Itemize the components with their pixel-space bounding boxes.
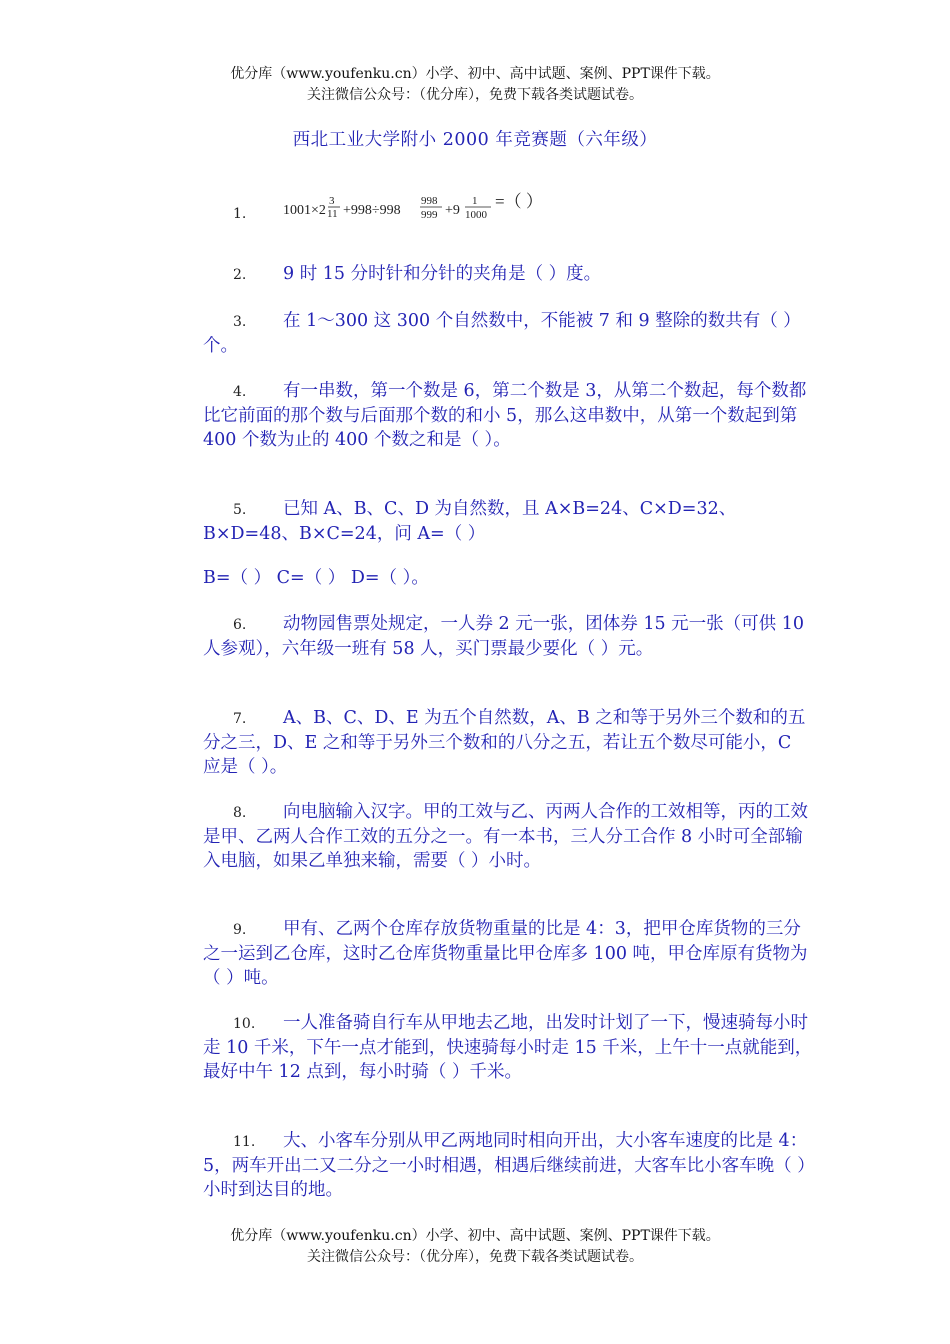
formula-tail: =（ ） (495, 192, 543, 211)
fraction-c-den: 1000 (465, 209, 487, 221)
question-7 (203, 706, 813, 779)
math-formula (283, 180, 803, 230)
question-1 (203, 180, 803, 230)
question-number: 9. (233, 922, 247, 938)
question-6 (203, 612, 813, 661)
fraction-b-num: 998 (421, 195, 438, 207)
question-text: B=（ ） C=（ ） D=（ ）。 (203, 568, 429, 588)
formula-term-c: +9 (445, 203, 460, 218)
header-line-2: 关注微信公众号：（优分库），免费下载各类试题试卷。 (307, 87, 643, 103)
question-number: 2. (233, 267, 247, 283)
question-2 (203, 262, 813, 287)
question-number: 3. (233, 314, 247, 330)
question-text: 在 1～300 这 300 个自然数中，不能被 7 和 9 整除的数共有（ ）个。 (203, 311, 801, 356)
question-text: A、B、C、D、E 为五个自然数，A、B 之和等于另外三个数和的五分之三，D、E 之和等于另外三个数和的八分之五，若让五个数尽可能小，C 应是（ ）。 (203, 708, 806, 777)
footer-banner (0, 1226, 950, 1268)
question-text: 有一串数，第一个数是 6，第二个数是 3，从第二个数起，每个数都比它前面的那个数与后面那个数的和小 5，那么这串数中，从第一个数起到第 400 个数为止的 400 个数之和是（ ）。 (203, 381, 807, 450)
question-number: 7. (233, 711, 247, 727)
question-4 (203, 379, 813, 452)
question-number: 8. (233, 805, 247, 821)
question-3 (203, 309, 813, 358)
question-text: 9 时 15 分时针和分针的夹角是（ ）度。 (283, 264, 602, 284)
fraction-b-den: 999 (421, 209, 438, 221)
fraction-a-den: 11 (327, 208, 338, 220)
question-text: 大、小客车分别从甲乙两地同时相向开出，大小客车速度的比是 4：5，两车开出二又二分之一小时相遇，相遇后继续前进，大客车比小客车晚（ ）小时到达目的地。 (203, 1131, 808, 1200)
question-9 (203, 917, 813, 990)
header-line-1: 优分库（www.youfenku.cn）小学、初中、高中试题、案例、PPT课件下载。 (230, 66, 720, 82)
question-text: 动物园售票处规定，一人券 2 元一张，团体券 15 元一张（可供 10 人参观），六年级一班有 58 人，买门票最少要化（ ）元。 (203, 614, 804, 659)
page-title: 西北工业大学附小 2000 年竞赛题（六年级） (292, 130, 658, 150)
question-number: 6. (233, 617, 247, 633)
fraction-c-num: 1 (472, 195, 478, 207)
question-text: 一人准备骑自行车从甲地去乙地，出发时计划了一下，慢速骑每小时走 10 千米，下午一点才能到，快速骑每小时走 15 千米，上午十一点就能到，最好中午 12 点到，每小时骑（ ）千米。 (203, 1013, 813, 1082)
question-number: 4. (233, 384, 247, 400)
question-text: 甲有、乙两个仓库存放货物重量的比是 4：3，把甲仓库货物的三分之一运到乙仓库，这时乙仓库货物重量比甲仓库多 100 吨，甲仓库原有货物为（ ）吨。 (203, 919, 808, 988)
formula-term-a: 1001×2 (283, 203, 326, 218)
fraction-a-num: 3 (329, 195, 335, 207)
header-banner (0, 64, 950, 106)
question-10 (203, 1011, 813, 1084)
question-number: 5. (233, 502, 247, 518)
question-text: 已知 A、B、C、D 为自然数，且 A×B=24、C×D=32、B×D=48、B×C=24，问 A=（ ） (203, 499, 737, 544)
question-number: 11. (233, 1134, 256, 1150)
formula-term-b: +998÷998 (343, 203, 401, 218)
question-5 (203, 497, 813, 546)
question-8 (203, 800, 813, 873)
question-5-cont (203, 566, 813, 590)
question-11 (203, 1129, 813, 1202)
footer-line-2: 关注微信公众号：（优分库），免费下载各类试题试卷。 (307, 1249, 643, 1265)
footer-line-1: 优分库（www.youfenku.cn）小学、初中、高中试题、案例、PPT课件下载。 (230, 1228, 720, 1244)
question-text: 向电脑输入汉字。甲的工效与乙、丙两人合作的工效相等，丙的工效是甲、乙两人合作工效的五分之一。有一本书，三人分工合作 8 小时可全部输入电脑，如果乙单独来输，需要（ ）小时。 (203, 802, 808, 871)
question-number: 10. (233, 1016, 256, 1032)
question-number: 1. (233, 206, 247, 222)
